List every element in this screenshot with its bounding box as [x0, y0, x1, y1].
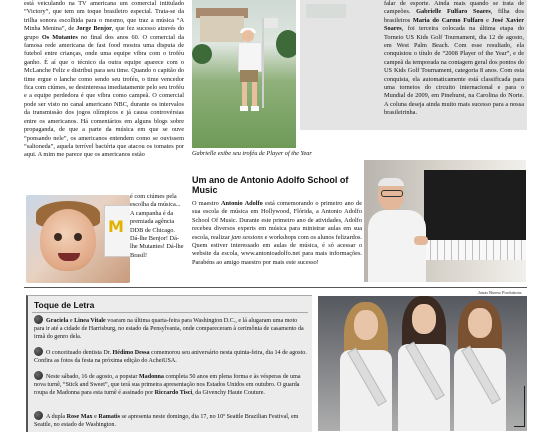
text-run: jam sessions [231, 233, 264, 241]
text-run: , filha dos brasileiros [384, 8, 525, 24]
bold-name: Riccardo Tisci [154, 390, 193, 397]
toque-item [34, 371, 308, 398]
bold-name: Madonna [138, 374, 164, 380]
boy-photo [26, 195, 130, 283]
bold-name: José Xavier Soares [384, 16, 524, 33]
toque-item [34, 347, 308, 365]
text-run: , da Givenchy Haute Couture. [192, 390, 265, 397]
adolfo-article-title: Um ano de Antonio Adolfo School of Music [192, 175, 349, 195]
bold-name: Ramatis [98, 414, 120, 420]
woman-body [398, 344, 450, 431]
bold-name: Hédimo Dessa [112, 350, 150, 356]
boy-side-caption: é com ciúmes pela escolha da música... A campanha é da premiada agência DDB de Chicago. Dá-lhe Benjor! Dá-lhe Mutantes! Dá-lhe Brasil! [130, 193, 184, 259]
bold-name: Jorge Benjor [76, 25, 112, 33]
toque-item [34, 411, 308, 429]
photo-credit: Jonas Bueno Produtions [478, 290, 522, 295]
bullet-icon [34, 347, 43, 356]
bullet-icon [34, 315, 43, 324]
bold-name: Linea Vitale [74, 318, 106, 324]
bullet-icon [34, 371, 43, 380]
golf-photo [192, 0, 296, 148]
piano-body [424, 170, 526, 240]
toque-item [34, 315, 308, 342]
text-run: está comemorando o primeiro ano de sua escola de música em Hollywood, Flórida, a Antonio Adolfo School Of Music. Durante este primeiro ano de atividades, Adolfo recebeu diversos experts em música para ministrar aulas em sua escola, realizar [192, 200, 362, 241]
woman-face [354, 310, 378, 340]
text-run: completa 50 anos em plena forma e às vésperas de uma nova turnê, “Stick and Sweet”, que terá sua primeira apresentação nos Estados Unidos em outubro. O guarda roupa de Madonna para esta turnê é assinado por [34, 374, 301, 397]
glasses-icon [381, 190, 403, 197]
photo-strip [300, 0, 384, 130]
text-run: O conceituado dentista Dr. [46, 350, 113, 356]
bold-name: Os Mutantes [41, 33, 78, 41]
man-hand [414, 236, 428, 245]
text-run: e workshops com os alunos felizardos. Quem estiver interessado em aulas de música, é só acessar o website da escola, www.antonioadolfo.net para mais informações. Parabéns ao amigo maestro por mais este sucesso! [192, 233, 362, 266]
bullet-icon [34, 411, 43, 420]
boy-eye [54, 233, 62, 241]
girl-shoe [240, 106, 248, 111]
girl-shorts [240, 70, 258, 82]
left-column-paragraph [24, 0, 184, 160]
bold-name: Antonio Adolfo [221, 200, 263, 207]
text-run: comemorou seu aniversário nesta quinta-feira, dia 14 de agosto. Confira as fotos da festa na próxima edição do AcheiUSA. [34, 350, 307, 365]
boy-face [40, 209, 96, 271]
woman-face [468, 308, 492, 338]
text-run: A dupla [46, 414, 67, 420]
toque-title: Toque de Letra [34, 300, 95, 310]
boy-eye [74, 233, 82, 241]
man-shirt [368, 210, 426, 282]
text-run: , foi terceira colocada na última etapa do Torneio US Kids Golf Tournament, dia 12 de agosto, em West Palm Beach. Com esse resultado, ela conquistou o título de “2008 Player of the Year”, e de campeã da temporada na contagem geral dos pontos do US Kids Golf Tournament, categoria 8 anos. Com esta conquista, ela automaticamente está classificada para uma torneios do circuito internacional e para o Mundial de 2009, em Pinehurst, na Carolina do Norte. A coluna deseja ainda muito mais sucesso para a nossa brasileirinha. [384, 25, 524, 117]
piano-photo [364, 160, 526, 282]
text-run: voaram na última quarta-feira para Washington D.C., e lá alugaram uma moto para ir até a cidade de Harrisburg, no estado da Pensylvania, onde compareceram à cerimônia de casamento da irmã do genro dela. [34, 318, 304, 341]
piano-keys [424, 240, 526, 260]
text-run: e [483, 16, 492, 24]
text-run: está veiculando na TV americana um comercial intitulado “Victory”, que tem um toque brasileiro especial. Trata-se da trilha sonora escolhida para o mesmo, que traz a música “A Minha Menina”, de [24, 0, 184, 33]
bold-name: Gabrielle Fulfaro Soares [416, 8, 491, 16]
girl-head [242, 30, 254, 42]
text-run: , que fez sucesso através do grupo [24, 25, 184, 41]
golf-article-box [300, 0, 527, 130]
golf-article-text [384, 0, 524, 118]
text-run: e [68, 318, 75, 324]
flag-pole [262, 18, 264, 108]
bold-name: Graciela [46, 318, 69, 324]
woman-body [340, 350, 392, 431]
text-run: e [92, 414, 99, 420]
girl-shirt [238, 42, 262, 72]
toque-title-rule [32, 312, 308, 313]
text-run: O maestro [192, 200, 221, 207]
golf-photo-caption: Gabrielle exibe seu troféu de Player of the Year [192, 150, 312, 157]
text-run: Neste sábado, 16 de agosto, a popstar [46, 374, 139, 380]
girl-leg [242, 82, 247, 108]
text-run: se apresenta neste domingo, dia 17, no 10º Seattle Brazilian Festival, em Seattle, no estado de Washington. [34, 414, 299, 429]
photo-corner-mark [514, 386, 525, 427]
bold-name: Maria do Carmo Fulfaro [412, 16, 484, 24]
girl-shoe [251, 106, 259, 111]
text-run: no final dos anos 60. O comercial da famosa rede americana de fast food mostra uma disputa de futebol entre crianças, onde uma equipe vibra com o troféu ganho. É aí que o técnico da outra equipe aparece com o McLanche Feliz e distribui para seu time. Quando o capitão do time ergue o lanche como sendo seu troféu, o time vencedor fica com ciúmes, se desinteressa imediatamente pelo seu troféu e a equipe perdedora é que vibra como campeã. O comercial pode ser visto no canal americano NBC, durante os intervalos da transmissão dos jogos olímpicos e já causa controvérsias entre os americanos. Há comentários em alguns blogs sobre propaganda, de que a parte da música em que se ouve “ponsando nele”, os americanos entendem como se ouvissem “saltoneda”, aquela terrível bactéria que atacou os tomates por aqui. A mim me parece que os americanos estão [24, 33, 185, 159]
section-divider [24, 287, 527, 288]
models-photo [318, 296, 527, 431]
house [200, 16, 244, 42]
mcdonalds-logo-icon: M [108, 217, 124, 236]
tree [276, 30, 296, 58]
flag [264, 18, 278, 28]
photo-building [306, 4, 346, 18]
woman-face [412, 304, 436, 334]
bold-name: Rose Max [66, 414, 93, 420]
girl-leg [252, 82, 257, 108]
toque-de-letra-box [26, 295, 312, 432]
adolfo-article-text [192, 200, 362, 267]
tree [192, 44, 212, 64]
man-hair [378, 178, 404, 186]
text-run: falar de esporte. Ainda mais quando se trata de campeões. [384, 0, 524, 16]
woman-body [454, 348, 506, 431]
